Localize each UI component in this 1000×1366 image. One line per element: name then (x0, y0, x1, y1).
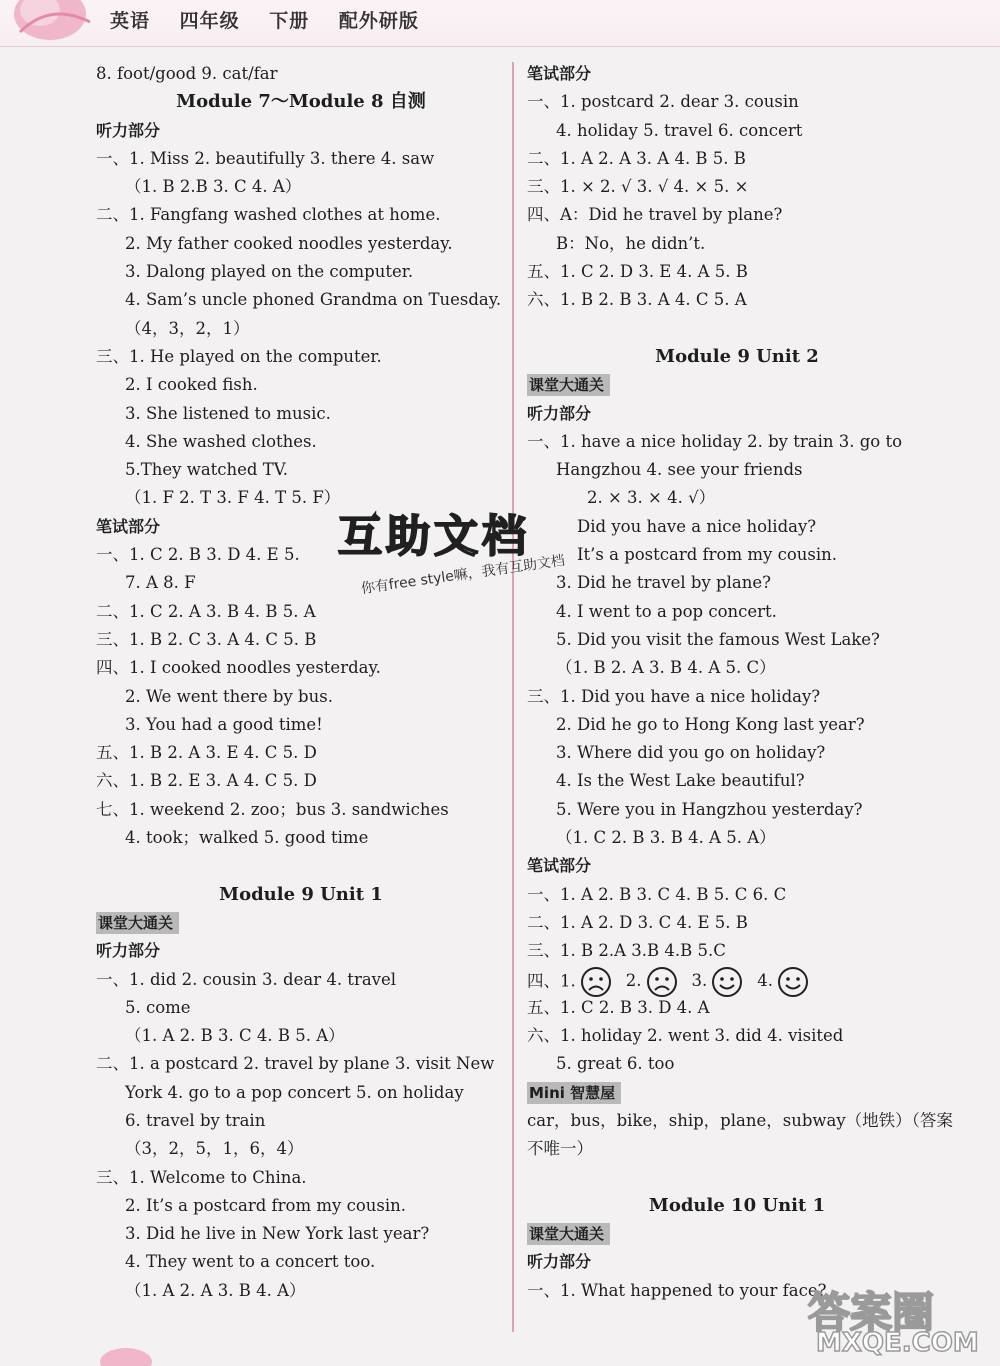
question-number: 四、 (527, 971, 560, 990)
section-band-label: 课堂大通关 (527, 374, 610, 396)
answer-line: 一、1. C 2. B 3. D 4. E 5. (96, 545, 300, 565)
section-label: 听力部分 (96, 120, 161, 140)
watermark-logo: 互助文档 (338, 511, 530, 562)
answer-line: 二、1. a postcard 2. travel by plane 3. visit New (96, 1054, 495, 1074)
answer-line: 4. holiday 5. travel 6. concert (556, 120, 803, 140)
answer-line: 四、A：Did he travel by plane? (527, 205, 783, 225)
answer-line (527, 371, 947, 399)
answer-line: 5. Were you in Hangzhou yesterday? (556, 799, 863, 819)
answer-line: 7. A 8. F (125, 573, 196, 593)
answer-line: 3. Did he travel by plane? (556, 573, 771, 593)
answer-line: 4. She washed clothes. (125, 431, 317, 451)
answer-line: 三、1. × 2. √ 3. √ 4. × 5. × (527, 177, 749, 197)
answer-line: （1. C 2. B 3. B 4. A 5. A） (556, 828, 776, 848)
answer-line: （1. A 2. B 3. C 4. B 5. A） (125, 1026, 345, 1046)
header-subject: 英语 (110, 10, 151, 32)
section-band-label: Mini 智慧屋 (527, 1082, 621, 1104)
center-watermark (338, 500, 618, 600)
answer-line (527, 966, 947, 994)
spacer (527, 315, 947, 343)
watermark-slogan: 你有free style嘛，我有互助文档 (360, 552, 566, 598)
answer-line: 五、1. C 2. D 3. E 4. A 5. B (527, 262, 748, 282)
answer-line: 3. Did he live in New York last year? (125, 1224, 430, 1244)
answer-line: 5. great 6. too (556, 1054, 675, 1074)
answer-line: 2. It’s a postcard from my cousin. (125, 1195, 406, 1215)
module-heading: Module 9 Unit 1 (219, 883, 383, 905)
answer-line: 4. Sam’s uncle phoned Grandma on Tuesday. (125, 290, 502, 310)
item-number: 2. (625, 971, 642, 990)
section-band-label: 课堂大通关 (527, 1223, 610, 1245)
answer-line: 2. We went there by bus. (125, 686, 333, 706)
answer-line: 三、1. He played on the computer. (96, 346, 382, 366)
spacer (96, 852, 506, 880)
answer-line: 一、1. postcard 2. dear 3. cousin (527, 92, 799, 112)
item-number: 4. (757, 971, 773, 990)
answer-line: B：No，he didn’t. (556, 233, 706, 253)
answer-line: 二、1. Fangfang washed clothes at home. (96, 205, 441, 225)
answer-line: Hangzhou 4. see your friends (556, 460, 803, 480)
flower-decoration-icon (10, 0, 100, 46)
answer-line: Did you have a nice holiday? (577, 516, 817, 536)
answer-line: 5.They watched TV. (125, 460, 289, 480)
answer-line: （1. A 2. A 3. B 4. A） (125, 1280, 306, 1300)
answer-line: 2. × 3. × 4. √） (587, 488, 716, 508)
section-label: 听力部分 (96, 941, 161, 961)
sad-face-icon (580, 966, 612, 998)
header-edition: 配外研版 (338, 10, 419, 32)
answer-line: （3，2，5，1，6，4） (125, 1139, 304, 1159)
answer-line: 2. I cooked fish. (125, 375, 258, 395)
sad-face-icon (646, 966, 678, 998)
spacer (527, 1164, 947, 1192)
answer-line (96, 909, 506, 937)
answer-line: 一、1. Miss 2. beautifully 3. there 4. saw (96, 148, 435, 168)
answer-line: 一、1. have a nice holiday 2. by train 3. go to (527, 431, 903, 451)
section-band-label: 课堂大通关 (96, 912, 179, 934)
answer-line: 2. My father cooked noodles yesterday. (125, 233, 453, 253)
smiley-face-icon (711, 966, 743, 998)
answer-line: 四、1. I cooked noodles yesterday. (96, 658, 381, 678)
module-heading: Module 7～Module 8 自测 (176, 91, 426, 113)
answer-line: 六、1. B 2. E 3. A 4. C 5. D (96, 771, 317, 791)
header-title (110, 6, 441, 33)
answer-line: 4. They went to a concert too. (125, 1252, 376, 1272)
answer-line: 二、1. A 2. A 3. A 4. B 5. B (527, 148, 746, 168)
answer-line: 不唯一） (527, 1139, 593, 1159)
answer-line: （4，3，2，1） (125, 318, 250, 338)
left-column (96, 60, 506, 1305)
item-number: 3. (691, 971, 708, 990)
smiley-face-icon (777, 966, 809, 998)
answer-line: 2. Did he go to Hong Kong last year? (556, 714, 865, 734)
header-volume: 下册 (269, 10, 310, 32)
answer-line: It’s a postcard from my cousin. (577, 545, 838, 565)
answer-line: （1. F 2. T 3. F 4. T 5. F） (125, 488, 341, 508)
section-label: 听力部分 (527, 403, 592, 423)
answer-line: 3. Dalong played on the computer. (125, 262, 414, 282)
answer-line: 5. come (125, 997, 191, 1017)
answer-line: 4. Is the West Lake beautiful? (556, 771, 805, 791)
section-label: 笔试部分 (527, 64, 592, 83)
answer-line: 三、1. B 2.A 3.B 4.B 5.C (527, 941, 726, 961)
answer-line: 3. Where did you go on holiday? (556, 743, 826, 763)
answer-line (527, 1220, 947, 1248)
answer-line: 一、1. What happened to your face? (527, 1280, 827, 1300)
section-label: 笔试部分 (527, 856, 592, 876)
section-label: 听力部分 (527, 1252, 592, 1272)
answer-line: 三、1. B 2. C 3. A 4. C 5. B (96, 629, 317, 649)
answer-line: 六、1. B 2. B 3. A 4. C 5. A (527, 290, 747, 310)
item-number: 1. (560, 971, 576, 990)
answer-line: 六、1. holiday 2. went 3. did 4. visited (527, 1026, 844, 1046)
answer-line: 6. travel by train (125, 1110, 266, 1130)
answer-line: York 4. go to a pop concert 5. on holiday (125, 1082, 464, 1102)
answer-line (527, 1079, 947, 1107)
column-divider (512, 62, 514, 1332)
answer-line: 4. I went to a pop concert. (556, 601, 777, 621)
answer-line: 一、1. A 2. B 3. C 4. B 5. C 6. C (527, 884, 787, 904)
header-grade: 四年级 (179, 10, 240, 32)
module-heading: Module 9 Unit 2 (655, 345, 819, 367)
answer-line: 4. took；walked 5. good time (125, 828, 369, 848)
corner-watermark-url: MXQE.COM (816, 1328, 979, 1358)
answer-line: 五、1. B 2. A 3. E 4. C 5. D (96, 743, 317, 763)
answer-line: 5. Did you visit the famous West Lake? (556, 629, 880, 649)
bottom-decoration-icon (96, 1342, 156, 1366)
answer-line: 8. foot/good 9. cat/far (96, 64, 278, 83)
answer-line: 3. She listened to music. (125, 403, 331, 423)
answer-line: 七、1. weekend 2. zoo；bus 3. sandwiches (96, 799, 449, 819)
corner-watermark-logo: 答案圈 (808, 1288, 935, 1337)
answer-line: 三、1. Did you have a nice holiday? (527, 686, 821, 706)
corner-watermark (808, 1280, 993, 1360)
answer-line: 3. You had a good time! (125, 714, 323, 734)
answer-line: 三、1. Welcome to China. (96, 1167, 307, 1187)
section-label: 笔试部分 (96, 516, 161, 536)
answer-line: car，bus，bike，ship，plane，subway（地铁）（答案 (527, 1110, 953, 1130)
answer-line: （1. B 2. A 3. B 4. A 5. C） (556, 658, 776, 678)
module-heading: Module 10 Unit 1 (648, 1194, 826, 1216)
right-column (527, 60, 953, 1305)
answer-line: 五、1. C 2. B 3. D 4. A (527, 997, 710, 1017)
answer-line: 一、1. did 2. cousin 3. dear 4. travel (96, 969, 397, 989)
answer-line: 二、1. A 2. D 3. C 4. E 5. B (527, 912, 748, 932)
answer-line: （1. B 2.B 3. C 4. A） (125, 177, 302, 197)
page-header (0, 0, 1000, 47)
answer-line: 二、1. C 2. A 3. B 4. B 5. A (96, 601, 316, 621)
